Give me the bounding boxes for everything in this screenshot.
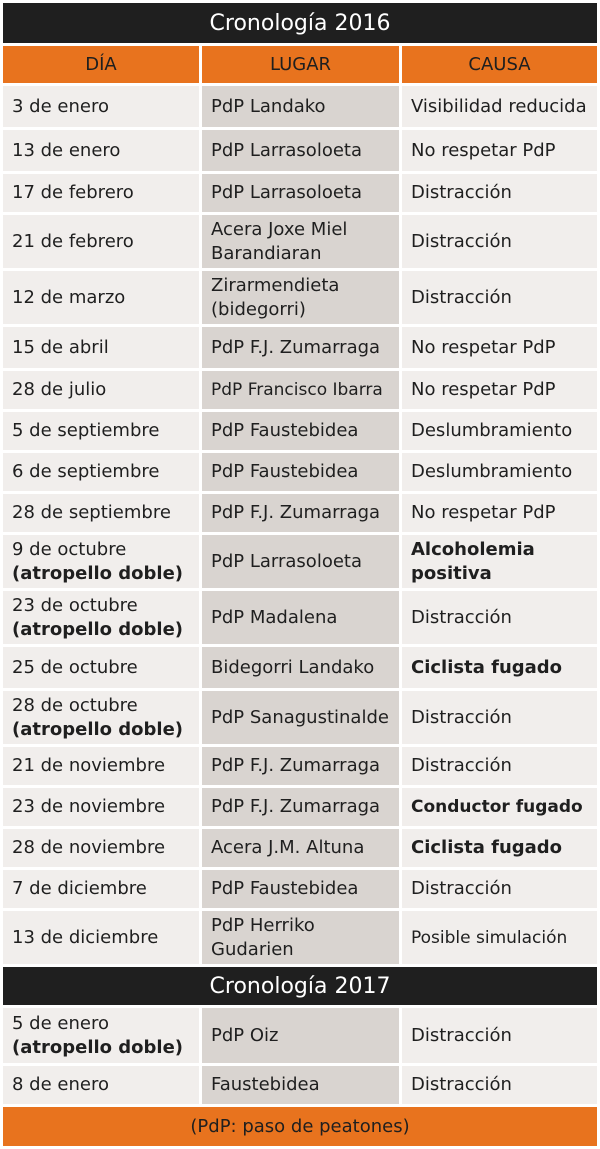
day-text: 28 de julio: [12, 379, 107, 400]
cause-text: Ciclista fugado: [411, 656, 563, 678]
place-cell: [202, 174, 399, 212]
day-text: 17 de febrero: [12, 182, 134, 203]
place-text: PdP Faustebidea: [211, 461, 359, 482]
table-row: [3, 494, 597, 532]
day-cell: [3, 371, 199, 409]
place-text-line2: (bidegorri): [211, 298, 306, 320]
cause-cell: [402, 1008, 597, 1063]
place-text: PdP F.J. Zumarraga: [211, 796, 381, 817]
table-row: [3, 535, 597, 588]
day-text: 3 de enero: [12, 95, 109, 117]
day-note: (atropello doble): [12, 562, 184, 584]
cause-cell: [402, 174, 597, 212]
day-cell: [3, 911, 199, 964]
cause-cell: [402, 691, 597, 744]
cause-text: Posible simulación: [411, 927, 568, 948]
place-cell: [202, 327, 399, 368]
day-text: 12 de marzo: [12, 286, 126, 308]
cause-text: Distracción: [411, 1024, 512, 1046]
cause-cell: [402, 453, 597, 491]
place-text: PdP Landako: [211, 95, 326, 117]
day-note: (atropello doble): [12, 718, 184, 740]
place-cell: [202, 371, 399, 409]
title-2016: Cronología 2016: [3, 3, 597, 43]
place-cell: [202, 453, 399, 491]
place-cell: [202, 788, 399, 826]
day-text: 15 de abril: [12, 336, 109, 358]
header-place: LUGAR: [202, 46, 399, 83]
day-cell: [3, 829, 199, 867]
day-cell: [3, 494, 199, 532]
place-text: PdP Sanagustinalde: [211, 706, 389, 728]
day-text: 28 de septiembre: [12, 502, 171, 523]
day-text: 21 de noviembre: [12, 755, 166, 776]
header-day: DÍA: [3, 46, 199, 83]
day-cell: [3, 870, 199, 908]
place-text: PdP Francisco Ibarra: [211, 380, 383, 400]
table-row: [3, 788, 597, 826]
cause-cell: [402, 535, 597, 588]
place-cell: [202, 691, 399, 744]
place-text: PdP Larrasoloeta: [211, 550, 362, 572]
day-cell: [3, 591, 199, 644]
cause-text: No respetar PdP: [411, 336, 556, 358]
place-text: PdP Oiz: [211, 1024, 279, 1046]
place-text: PdP Herriko: [211, 914, 315, 936]
day-cell: [3, 647, 199, 688]
cause-cell: [402, 1066, 597, 1104]
cause-cell: [402, 271, 597, 324]
day-text: 23 de octubre: [12, 594, 138, 616]
place-cell: [202, 1008, 399, 1063]
header-cause: CAUSA: [402, 46, 597, 83]
place-text: Acera J.M. Altuna: [211, 837, 365, 858]
cause-cell: [402, 870, 597, 908]
place-text: PdP Madalena: [211, 606, 338, 628]
place-cell: [202, 271, 399, 324]
cause-text: Distracción: [411, 706, 512, 728]
place-text: PdP F.J. Zumarraga: [211, 336, 381, 358]
cause-text: Alcoholemia: [411, 538, 535, 560]
day-text: 13 de diciembre: [12, 926, 159, 948]
day-text: 7 de diciembre: [12, 878, 147, 899]
place-cell: [202, 535, 399, 588]
table-row: [3, 453, 597, 491]
cause-cell: [402, 788, 597, 826]
place-cell: [202, 870, 399, 908]
place-cell: [202, 412, 399, 450]
cause-cell: [402, 327, 597, 368]
table-row: [3, 870, 597, 908]
place-cell: [202, 215, 399, 268]
place-text: Acera Joxe Miel: [211, 218, 348, 240]
place-cell: [202, 86, 399, 127]
day-cell: [3, 691, 199, 744]
day-text: 21 de febrero: [12, 230, 134, 252]
place-cell: [202, 130, 399, 171]
cause-cell: [402, 412, 597, 450]
day-cell: [3, 412, 199, 450]
cause-cell: [402, 591, 597, 644]
table-row: [3, 86, 597, 127]
place-text: Bidegorri Landako: [211, 656, 375, 678]
place-cell: [202, 747, 399, 785]
day-text: 28 de noviembre: [12, 837, 166, 858]
day-text: 23 de noviembre: [12, 796, 166, 817]
table-row: [3, 412, 597, 450]
table-row: [3, 174, 597, 212]
cause-text: Distracción: [411, 286, 512, 308]
day-text: 25 de octubre: [12, 656, 138, 678]
place-text-line2: Gudarien: [211, 938, 294, 960]
place-text: Zirarmendieta: [211, 274, 340, 296]
cause-text: Ciclista fugado: [411, 837, 563, 858]
cause-cell: [402, 829, 597, 867]
cause-text: Distracción: [411, 230, 512, 252]
cause-text: Distracción: [411, 755, 512, 776]
cause-text: No respetar PdP: [411, 502, 556, 523]
day-cell: [3, 1008, 199, 1063]
day-note: (atropello doble): [12, 618, 184, 640]
day-cell: [3, 174, 199, 212]
table-row: [3, 271, 597, 324]
day-cell: [3, 327, 199, 368]
place-text: Faustebidea: [211, 1074, 320, 1095]
day-cell: [3, 130, 199, 171]
place-text-line2: Barandiaran: [211, 242, 322, 264]
cause-cell: [402, 747, 597, 785]
place-text: PdP Faustebidea: [211, 420, 359, 441]
day-cell: [3, 1066, 199, 1104]
cause-cell: [402, 130, 597, 171]
place-cell: [202, 591, 399, 644]
cause-text: Distracción: [411, 182, 512, 203]
cause-text: Distracción: [411, 1074, 512, 1095]
cause-text: Visibilidad reducida: [411, 95, 587, 117]
day-text: 28 de octubre: [12, 694, 138, 716]
day-text: 6 de septiembre: [12, 461, 160, 482]
place-text: PdP F.J. Zumarraga: [211, 755, 381, 776]
day-cell: [3, 215, 199, 268]
day-cell: [3, 535, 199, 588]
cause-text: Conductor fugado: [411, 797, 583, 817]
header-row: [3, 46, 597, 83]
cause-text: No respetar PdP: [411, 139, 556, 161]
cause-text: Distracción: [411, 606, 512, 628]
table-row: [3, 829, 597, 867]
place-cell: [202, 829, 399, 867]
place-text: PdP F.J. Zumarraga: [211, 502, 381, 523]
day-cell: [3, 453, 199, 491]
day-text: 13 de enero: [12, 139, 121, 161]
place-cell: [202, 911, 399, 964]
place-cell: [202, 1066, 399, 1104]
table-row: [3, 591, 597, 644]
day-note: (atropello doble): [12, 1036, 184, 1058]
day-text: 5 de enero: [12, 1012, 109, 1034]
table-row: [3, 215, 597, 268]
table-row: [3, 1066, 597, 1104]
cause-text: Distracción: [411, 878, 512, 899]
cause-cell: [402, 215, 597, 268]
place-text: PdP Faustebidea: [211, 878, 359, 899]
cause-cell: [402, 911, 597, 964]
table-row: [3, 911, 597, 964]
cause-text: Deslumbramiento: [411, 461, 573, 482]
table-row: [3, 371, 597, 409]
cause-text-line2: positiva: [411, 562, 492, 584]
footer-note: (PdP: paso de peatones): [3, 1107, 597, 1146]
day-cell: [3, 788, 199, 826]
cause-text: Deslumbramiento: [411, 420, 573, 441]
place-text: PdP Larrasoloeta: [211, 182, 362, 203]
table-row: [3, 1008, 597, 1063]
day-cell: [3, 747, 199, 785]
place-cell: [202, 494, 399, 532]
day-cell: [3, 271, 199, 324]
day-text: 5 de septiembre: [12, 420, 160, 441]
cause-cell: [402, 494, 597, 532]
title-2017: Cronología 2017: [3, 967, 597, 1005]
table-row: [3, 747, 597, 785]
day-cell: [3, 86, 199, 127]
cause-cell: [402, 371, 597, 409]
table-row: [3, 130, 597, 171]
day-text: 8 de enero: [12, 1074, 109, 1095]
cause-cell: [402, 86, 597, 127]
cause-text: No respetar PdP: [411, 379, 556, 400]
table-row: [3, 647, 597, 688]
place-cell: [202, 647, 399, 688]
table-row: [3, 327, 597, 368]
place-text: PdP Larrasoloeta: [211, 139, 362, 161]
cause-cell: [402, 647, 597, 688]
table-row: [3, 691, 597, 744]
day-text: 9 de octubre: [12, 538, 127, 560]
